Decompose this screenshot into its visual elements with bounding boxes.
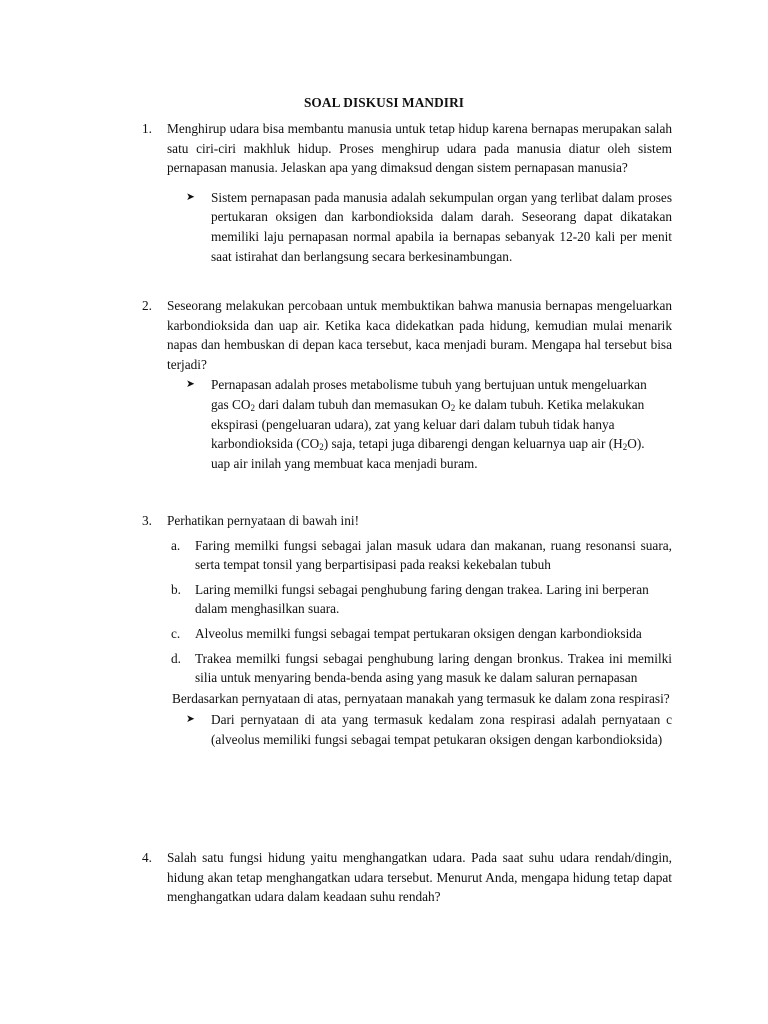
question-3 (142, 511, 672, 750)
question-number: 2. (142, 298, 152, 313)
statement-text: Trakea memilki fungsi sebagai penghubung laring dengan bronkus. Trakea ini memilki silia untuk menyaring benda-benda asing yang masuk ke dalam saluran pernapasan (195, 650, 672, 686)
statement-item (167, 649, 672, 688)
arrowhead-bullet-icon: ➤ (186, 379, 195, 391)
subscript: 2 (319, 442, 324, 453)
answer-text: Dari pernyataan di ata yang termasuk kedalam zona respirasi adalah pernyataan c (alveolus memiliki fungsi sebagai tempat petukaran oksigen dengan karbondioksida) (211, 712, 672, 747)
statement-item (167, 580, 672, 619)
question-followup: Berdasarkan pernyataan di atas, pernyataan manakah yang termasuk ke dalam zona respirasi? (172, 690, 670, 706)
answer-text-part: Pernapasan adalah proses metabolisme tubuh yang bertujuan untuk mengeluarkan gas CO (211, 377, 647, 412)
question-number: 3. (142, 513, 152, 528)
answer-2 (186, 375, 672, 473)
question-1 (142, 119, 672, 266)
question-number: 1. (142, 121, 152, 136)
answer-text: Sistem pernapasan pada manusia adalah sekumpulan organ yang terlibat dalam proses pertukaran oksigen dan karbondioksida dalam darah. Seseorang dapat dikatakan memiliki laju pernapasan normal apabila ia bernapas sebanyak 12-20 kali per menit saat istirahat dan berlangsung secara berkesinambungan. (211, 189, 672, 264)
question-number: 4. (142, 850, 152, 865)
statement-item (167, 536, 672, 575)
arrowhead-bullet-icon: ➤ (186, 191, 195, 203)
answer-text-part: ) saja, tetapi juga dibarengi dengan keluarnya uap air (H (323, 436, 623, 452)
statement-list (167, 536, 672, 688)
question-text: Perhatikan pernyataan di bawah ini! (167, 513, 359, 528)
page-title: SOAL DISKUSI MANDIRI (303, 95, 465, 110)
answer-3 (186, 710, 672, 749)
subscript: 2 (622, 442, 628, 453)
statement-letter: d. (171, 650, 181, 666)
subscript: 2 (250, 402, 256, 413)
subscript: 2 (450, 402, 456, 413)
answer-text-part: dari dalam tubuh dan memasukan O (255, 396, 451, 412)
question-4 (142, 848, 672, 907)
statement-text: Alveolus memilki fungsi sebagai tempat pertukaran oksigen dengan karbondioksida (195, 625, 642, 641)
answer-text-part: ke dalam tubuh. Ketika melakukan ekspirasi (pengeluaran udara), zat yang keluar dari dalam tubuh tidak hanya karbondioksida (CO (211, 396, 645, 452)
question-2 (142, 296, 672, 473)
answer-1 (186, 188, 672, 266)
statement-text: Laring memilki fungsi sebagai penghubung faring dengan trakea. Laring ini berperan dalam menghasilkan suara. (195, 581, 649, 617)
answer-text-part: O). uap air inilah yang membuat kaca menjadi buram. (211, 436, 645, 471)
statement-item (167, 624, 672, 644)
statement-text: Faring memilki fungsi sebagai jalan masuk udara dan makanan, ruang resonansi suara, serta tempat tonsil yang berpartisipasi pada reaksi kekebalan tubuh (195, 537, 672, 573)
answer-text (211, 375, 651, 473)
statement-letter: b. (171, 581, 181, 597)
question-text: Menghirup udara bisa membantu manusia untuk tetap hidup karena bernapas merupakan salah satu ciri-ciri makhluk hidup. Proses menghirup udara pada manusia diatur oleh sistem pernapasan manusia. Jelaskan apa yang dimaksud dengan sistem pernapasan manusia? (167, 121, 672, 176)
question-text: Seseorang melakukan percobaan untuk membuktikan bahwa manusia bernapas mengeluarkan karbondioksida dan uap air. Ketika kaca didekatkan pada hidung, kemudian mulai menarik napas dan hembuskan di depan kaca tersebut, kaca menjadi buram. Mengapa hal tersebut bisa terjadi? (167, 298, 672, 372)
arrowhead-bullet-icon: ➤ (186, 714, 195, 726)
statement-letter: a. (171, 537, 181, 553)
statement-letter: c. (171, 625, 181, 641)
question-text: Salah satu fungsi hidung yaitu menghangatkan udara. Pada saat suhu udara rendah/dingin, hidung akan tetap menghangatkan udara tersebut. Menurut Anda, mengapa hidung tetap dapat menghangatkan udara dalam keadaan suhu rendah? (167, 850, 672, 905)
